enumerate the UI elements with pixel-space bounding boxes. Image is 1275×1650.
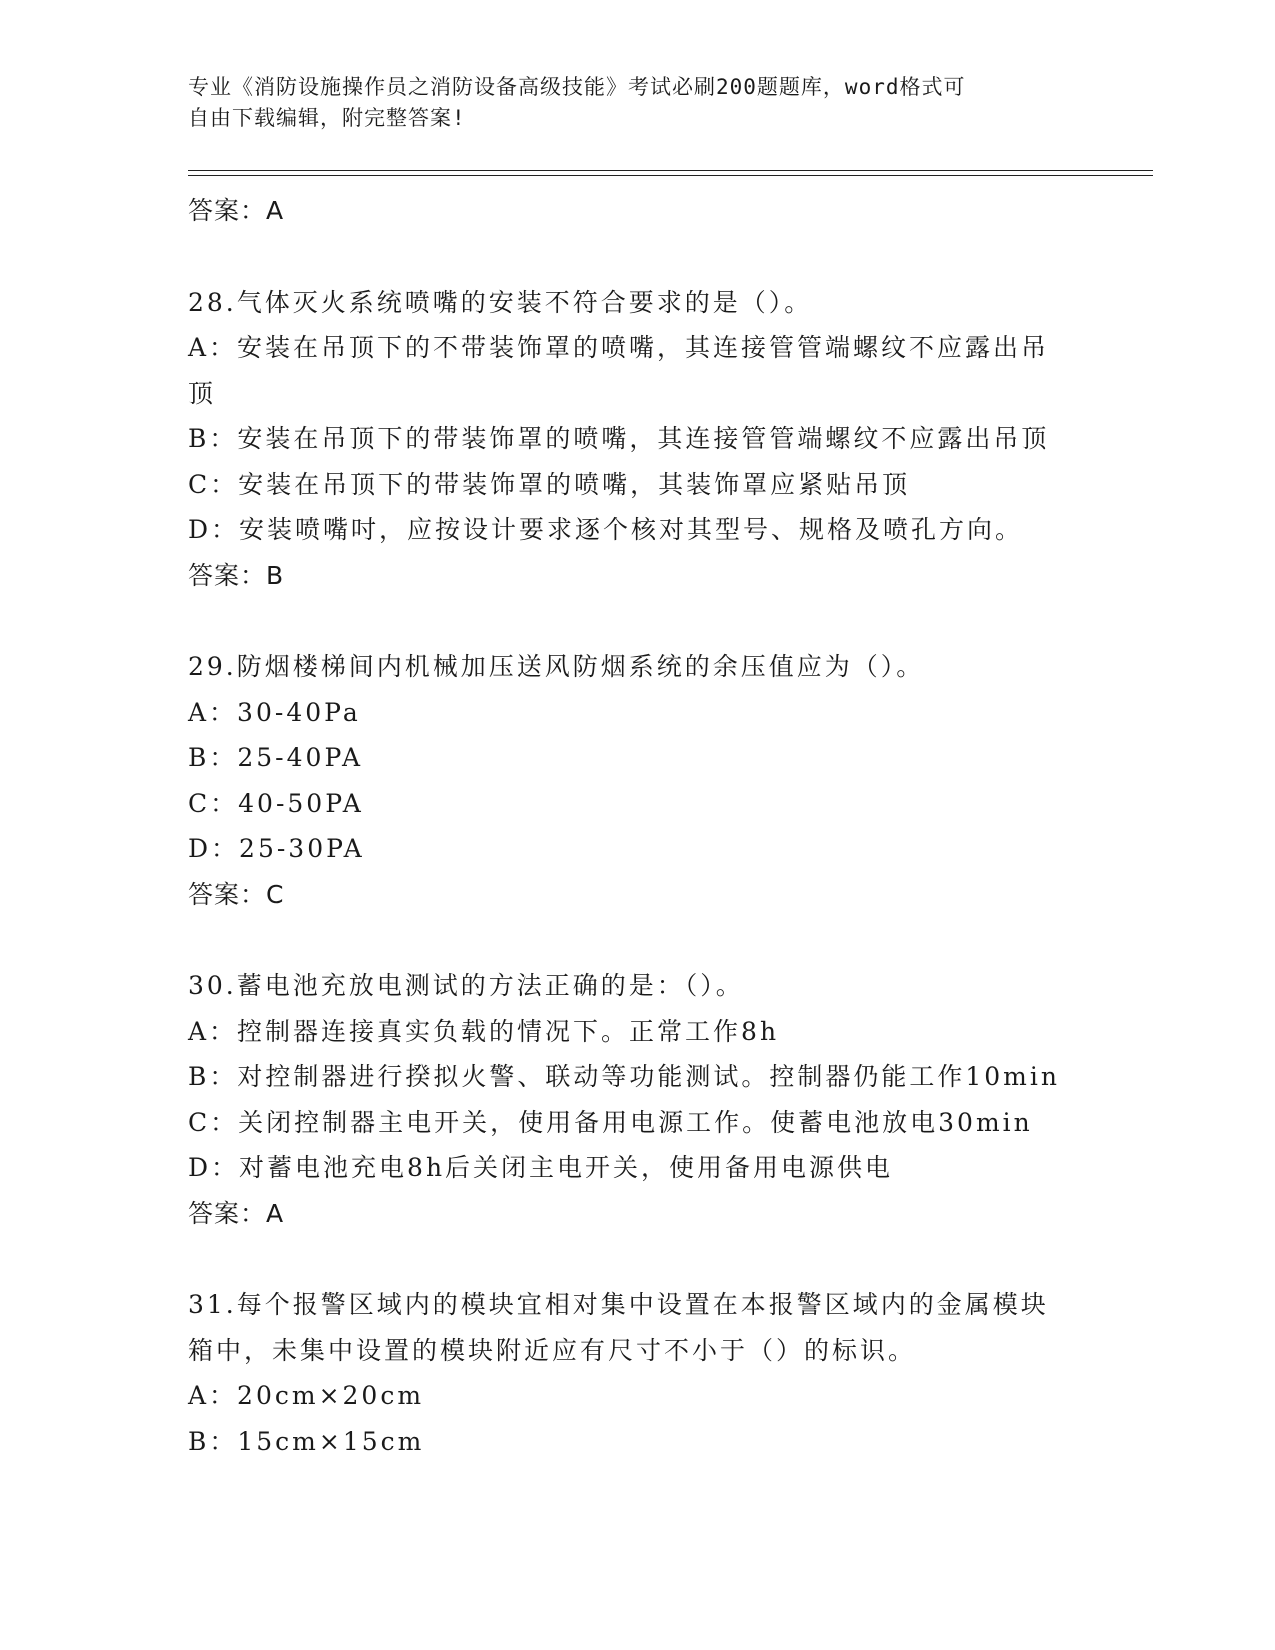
header-rule-bottom: [188, 175, 1153, 176]
question-29: [188, 644, 1088, 917]
header-title-line-1: 专业《消防设施操作员之消防设备高级技能》考试必刷200题题库，word格式可: [188, 75, 966, 99]
option-a: A：20cm×20cm: [188, 1381, 425, 1410]
option-b: B：安装在吊顶下的带装饰罩的喷嘴，其连接管管端螺纹不应露出吊顶: [188, 424, 1050, 453]
question-stem-continued: 箱中，未集中设置的模块附近应有尺寸不小于（）的标识。: [188, 1335, 917, 1365]
header-title-line-2: 自由下载编辑，附完整答案!: [188, 106, 466, 130]
question-31: [188, 1282, 1088, 1464]
spacer: [188, 598, 1088, 644]
option-a: A：控制器连接真实负载的情况下。正常工作8h: [188, 1016, 780, 1046]
option-b: B：对控制器进行揆拟火警、联动等功能测试。控制器仍能工作10min: [188, 1062, 1060, 1091]
answer: 答案：B: [188, 560, 285, 590]
spacer: [188, 234, 1088, 280]
spacer: [188, 1236, 1088, 1282]
question-stem: 29.防烟楼梯间内机械加压送风防烟系统的余压值应为（）。: [188, 652, 925, 681]
answer: 答案：A: [188, 1198, 285, 1228]
page-header: [188, 72, 1068, 134]
option-d: D：安装喷嘴吋，应按设计要求逐个核对其型号、规格及喷孔方向。: [188, 515, 1024, 544]
option-c: C：安装在吊顶下的带装饰罩的喷嘴，其装饰罩应紧贴吊顶: [188, 469, 911, 499]
option-b: B：15cm×15cm: [188, 1426, 425, 1456]
option-c: C：40-50PA: [188, 788, 364, 818]
question-stem: 30.蓄电池充放电测试的方法正确的是：（）。: [188, 971, 744, 1000]
header-rule-top: [188, 170, 1153, 171]
question-28: [188, 280, 1088, 599]
question-stem: 28.气体灭火系统喷嘴的安装不符合要求的是（）。: [188, 287, 813, 317]
previous-answer: 答案：A: [188, 196, 285, 225]
option-c: C：关闭控制器主电开关，使用备用电源工作。使蓄电池放电30min: [188, 1107, 1033, 1137]
question-content: [188, 188, 1088, 1464]
answer: 答案：C: [188, 879, 285, 909]
option-d: D：25-30PA: [188, 834, 365, 863]
option-b: B：25-40PA: [188, 743, 364, 772]
option-a: A：30-40Pa: [188, 697, 361, 727]
option-d: D：对蓄电池充电8h后关闭主电开关，使用备用电源供电: [188, 1153, 894, 1182]
question-stem: 31.每个报警区域内的模块宜相对集中设置在本报警区域内的金属模块: [188, 1290, 1049, 1319]
option-a-continued: 顶: [188, 378, 217, 408]
spacer: [188, 917, 1088, 963]
question-30: [188, 963, 1088, 1236]
option-a: A：安装在吊顶下的不带装饰罩的喷嘴，其连接管管端螺纹不应露出吊: [188, 333, 1050, 362]
